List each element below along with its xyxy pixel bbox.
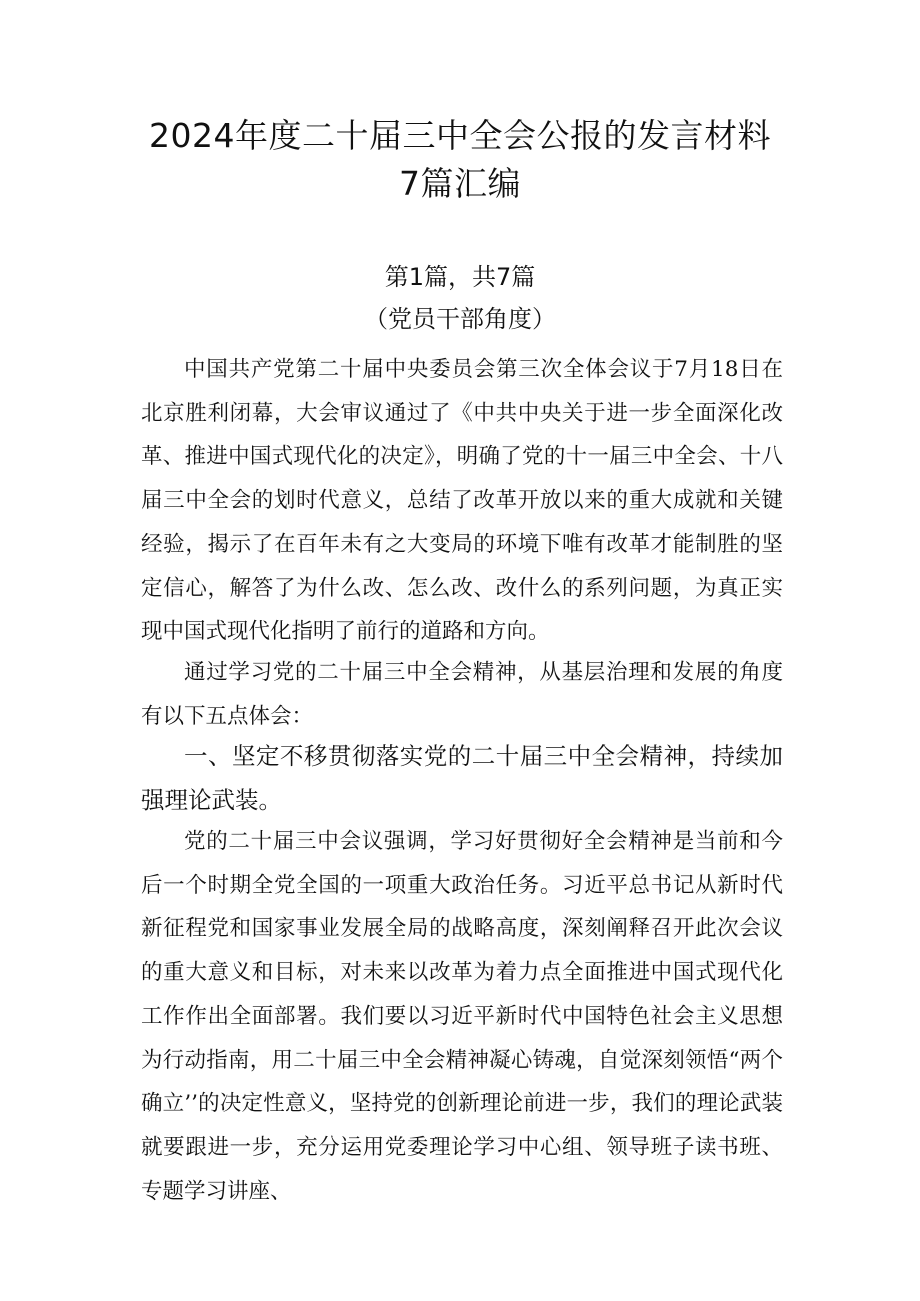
perspective-label: （党员干部角度） (364, 305, 556, 333)
section-heading: 一、坚定不移贯彻落实党的二十届三中全会精神，持续加强理论武装。 (141, 742, 783, 814)
section-paragraph: 党的二十届三中会议强调，学习好贯彻好全会精神是当前和今后一个时期全党全国的一项重大政治任务。习近平总书记从新时代新征程党和国家事业发展全局的战略高度，深刻阐释召开此次会议的重大意义和目标，对未来以改革为着力点全面推进中国式现代化工作作出全面部署。我们要以习近平新时代中国特色社会主义思想为行动指南，用二十届三中全会精神凝心铸魂，自觉深刻领悟“两个确立’’的决定性意义，坚持党的创新理论前进一步，我们的理论武装就要跟进一步，充分运用党委理论学习中心组、领导班子读书班、专题学习讲座、 (141, 829, 783, 1204)
intro-paragraph: 中国共产党第二十届中央委员会第三次全体会议于7月18日在北京胜利闭幕，大会审议通过了《中共中央关于进一步全面深化改革、推进中国式现代化的决定》，明确了党的十一届三中全会、十八届三中全会的划时代意义，总结了改革开放以来的重大成就和关键经验，揭示了在百年未有之大变局的环境下唯有改革才能制胜的坚定信心，解答了为什么改、怎么改、改什么的系列问题，为真正实现中国式现代化指明了前行的道路和方向。 (141, 357, 783, 645)
part-label: 第1篇，共7篇 (384, 263, 536, 291)
document-title-line-2: 7篇汇编 (399, 164, 521, 203)
document-title-line-1: 2024年度二十届三中全会公报的发言材料 (149, 116, 771, 155)
lead-in-paragraph: 通过学习党的二十届三中全会精神，从基层治理和发展的角度有以下五点体会： (141, 660, 783, 729)
